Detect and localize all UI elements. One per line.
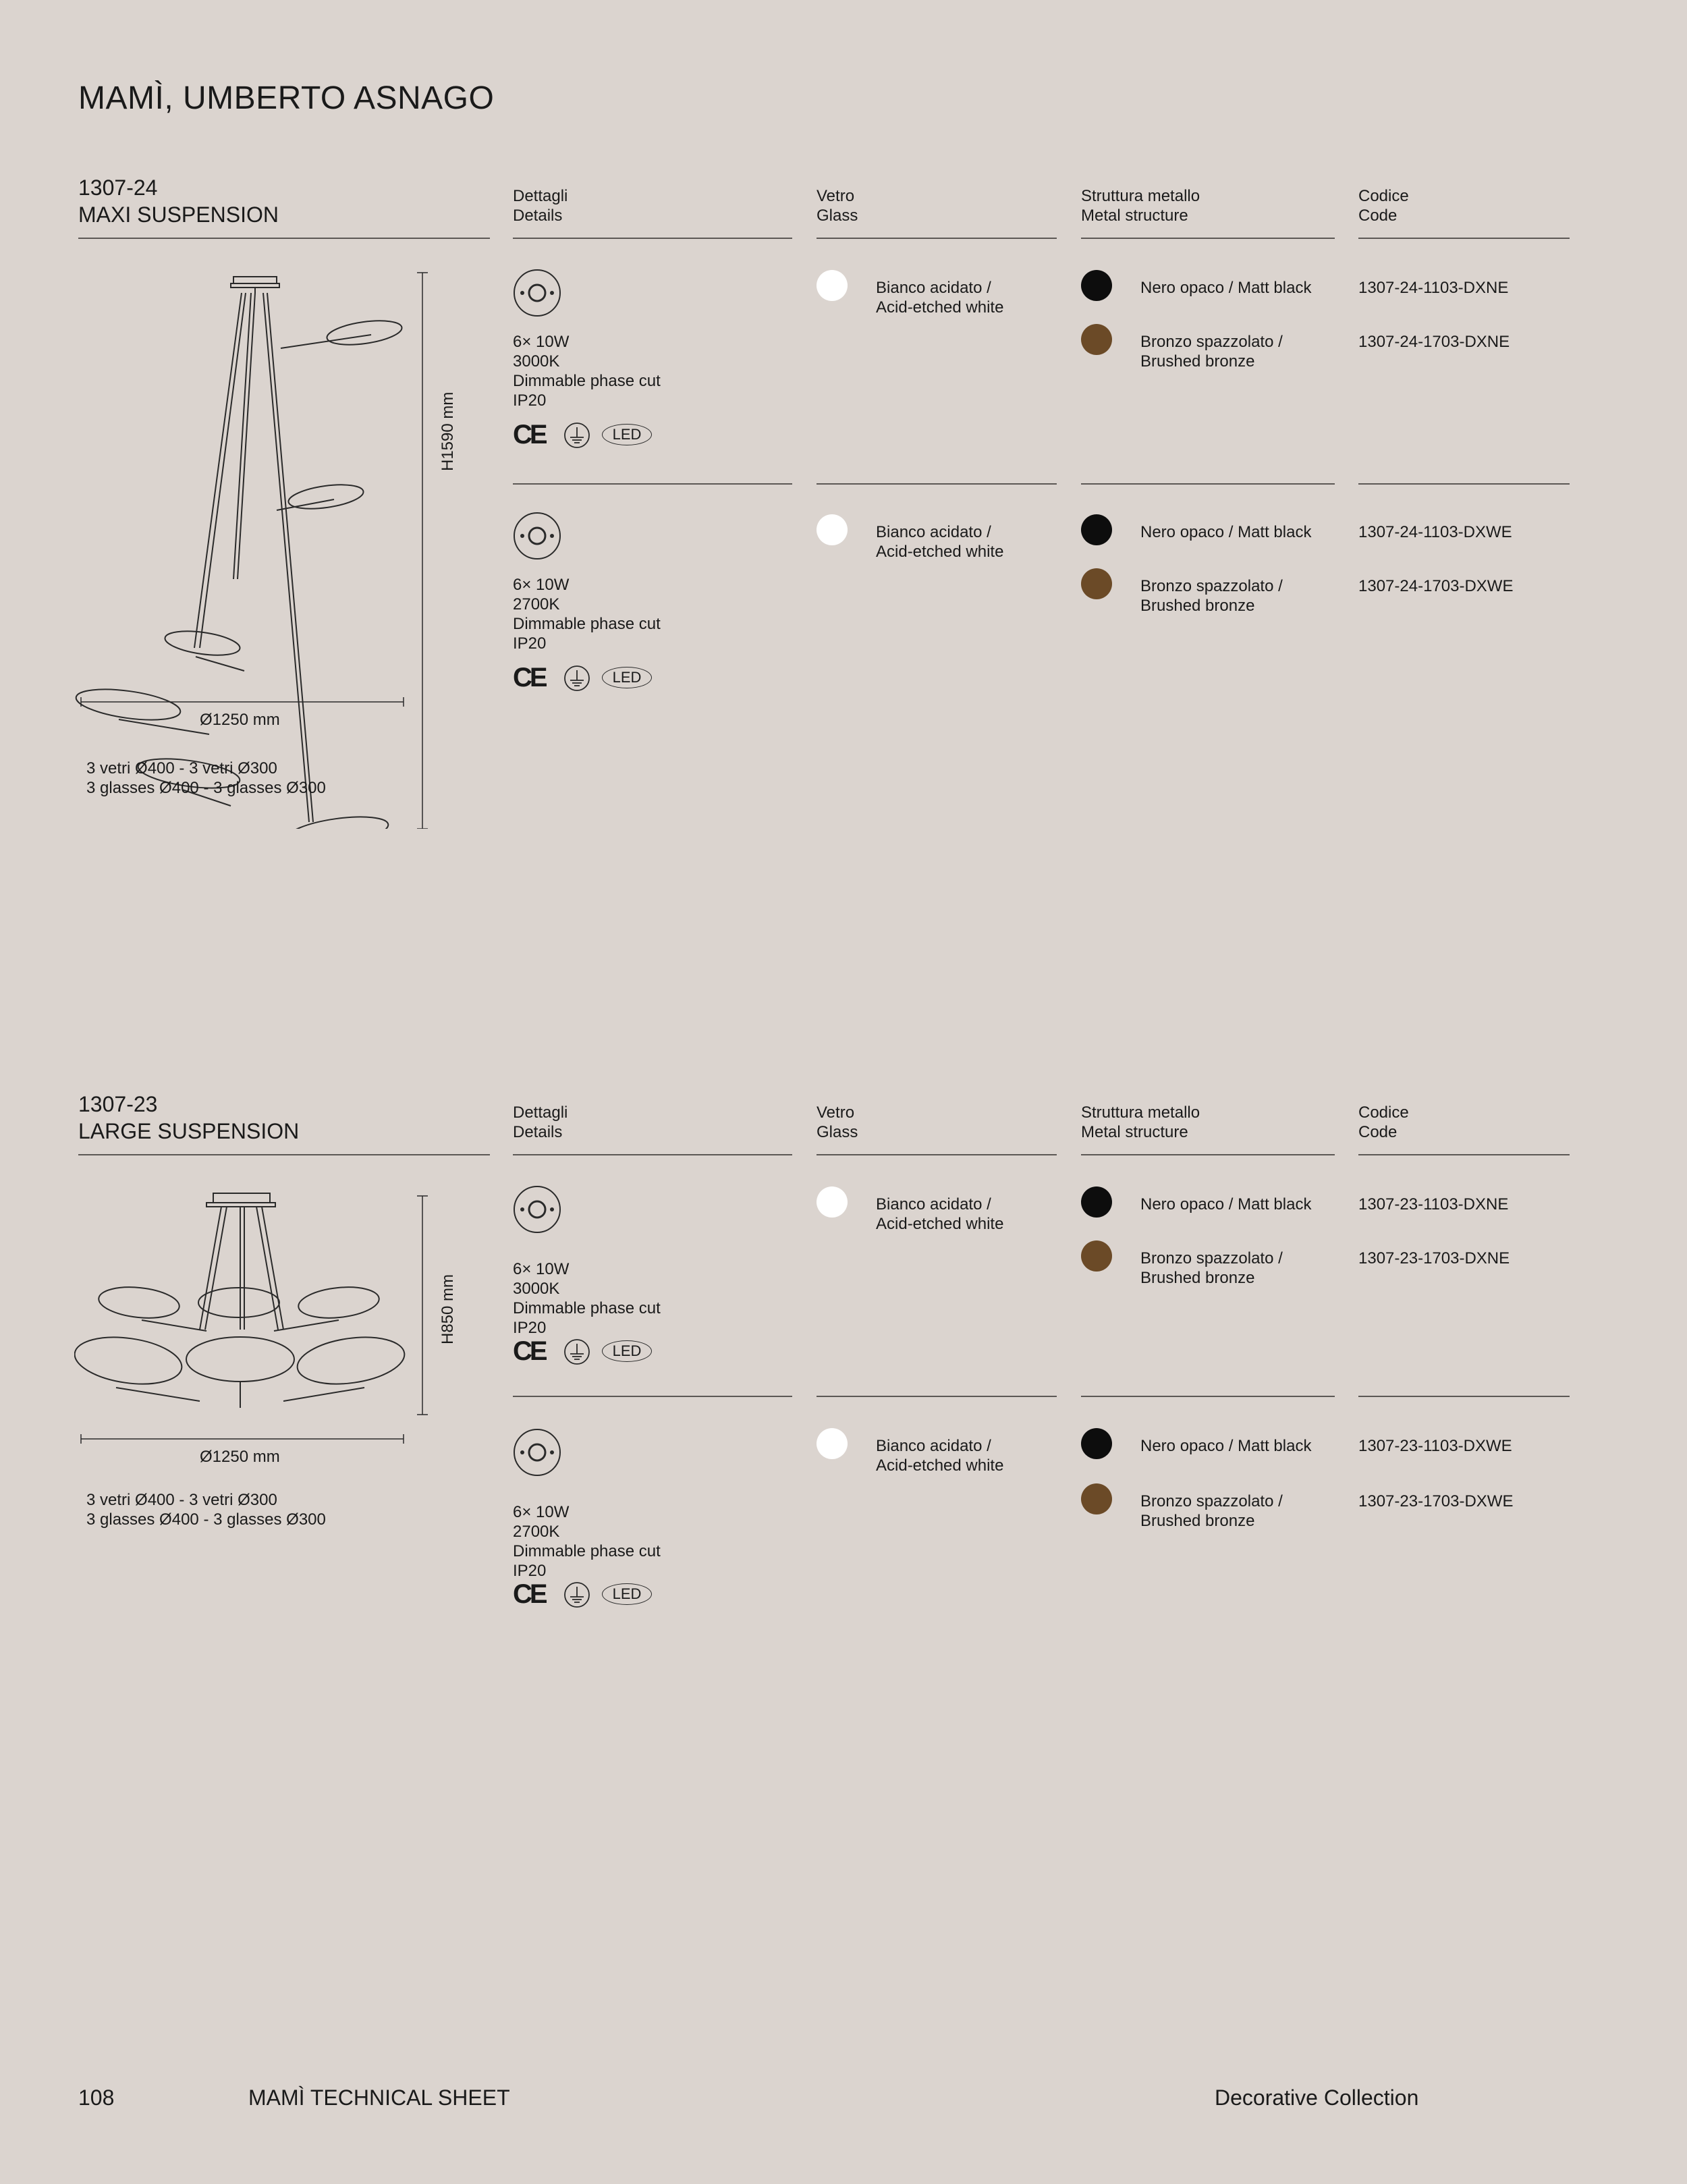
col-head-code: Codice Code (1358, 187, 1409, 225)
model-name: LARGE SUSPENSION (78, 1119, 300, 1143)
ce-mark-icon: CE (513, 420, 545, 449)
metal-swatch-black (1081, 514, 1112, 545)
product-code: 1307-23-1103-DXWE (1358, 1437, 1512, 1455)
color-temperature: 2700K (513, 1523, 560, 1541)
product-code: 1307-23-1103-DXNE (1358, 1195, 1509, 1213)
power-spec: 6× 10W (513, 1260, 570, 1278)
led-badge-icon: LED (602, 1583, 652, 1605)
page-number: 108 (78, 2085, 115, 2110)
metal-swatch-black (1081, 270, 1112, 301)
dimming-spec: Dimmable phase cut (513, 1542, 661, 1560)
light-source-icon (513, 269, 561, 317)
model-code: 1307-24 (78, 175, 158, 200)
divider (1081, 238, 1335, 239)
led-badge-icon: LED (602, 1340, 652, 1362)
ce-mark-icon: CE (513, 1336, 545, 1366)
divider (1358, 238, 1570, 239)
product-code: 1307-24-1103-DXNE (1358, 279, 1509, 297)
model-name: MAXI SUSPENSION (78, 202, 279, 227)
height-dimension: H1590 mm (439, 391, 457, 471)
divider (513, 483, 792, 485)
col-head-details: Dettagli Details (513, 1103, 568, 1141)
glass-label: Bianco acidato / Acid-etched white (876, 279, 1004, 317)
ce-mark-icon: CE (513, 1579, 545, 1609)
sheet-title: MAMÌ TECHNICAL SHEET (248, 2085, 510, 2110)
divider (513, 1154, 792, 1155)
led-badge-icon: LED (602, 424, 652, 445)
height-dimension: H850 mm (439, 1274, 457, 1344)
ground-icon (563, 421, 591, 449)
col-head-metal: Struttura metallo Metal structure (1081, 1103, 1200, 1141)
light-source-icon (513, 1428, 561, 1477)
color-temperature: 3000K (513, 1280, 560, 1298)
diameter-dimension-line (78, 695, 409, 709)
col-head-glass: Vetro Glass (817, 1103, 858, 1141)
metal-label: Nero opaco / Matt black (1140, 523, 1312, 541)
metal-label: Bronzo spazzolato / Brushed bronze (1140, 577, 1283, 615)
glass-swatch-white (817, 1186, 848, 1218)
divider (1358, 1396, 1570, 1397)
divider (817, 483, 1057, 485)
dimming-spec: Dimmable phase cut (513, 615, 661, 633)
metal-label: Bronzo spazzolato / Brushed bronze (1140, 1249, 1283, 1287)
glasses-info-it: 3 vetri Ø400 - 3 vetri Ø300 (86, 759, 277, 777)
ground-icon (563, 1338, 591, 1366)
light-source-icon (513, 1185, 561, 1234)
product-drawing (74, 269, 452, 829)
glass-label: Bianco acidato / Acid-etched white (876, 523, 1004, 561)
glasses-info-en: 3 glasses Ø400 - 3 glasses Ø300 (86, 779, 326, 797)
divider (513, 1396, 792, 1397)
dimming-spec: Dimmable phase cut (513, 1299, 661, 1317)
divider (817, 238, 1057, 239)
light-source-icon (513, 512, 561, 560)
metal-swatch-black (1081, 1428, 1112, 1459)
product-code: 1307-23-1703-DXWE (1358, 1492, 1514, 1510)
ip-rating: IP20 (513, 1319, 547, 1337)
divider (817, 1154, 1057, 1155)
power-spec: 6× 10W (513, 333, 570, 351)
col-head-glass: Vetro Glass (817, 187, 858, 225)
glass-swatch-white (817, 270, 848, 301)
glass-label: Bianco acidato / Acid-etched white (876, 1437, 1004, 1475)
divider (1358, 483, 1570, 485)
metal-label: Nero opaco / Matt black (1140, 279, 1312, 297)
ce-mark-icon: CE (513, 663, 545, 692)
ip-rating: IP20 (513, 391, 547, 410)
product-code: 1307-24-1703-DXNE (1358, 333, 1510, 351)
product-code: 1307-24-1103-DXWE (1358, 523, 1512, 541)
glass-swatch-white (817, 1428, 848, 1459)
metal-label: Nero opaco / Matt black (1140, 1437, 1312, 1455)
metal-label: Bronzo spazzolato / Brushed bronze (1140, 333, 1283, 371)
dimming-spec: Dimmable phase cut (513, 372, 661, 390)
metal-swatch-bronze (1081, 568, 1112, 599)
metal-label: Nero opaco / Matt black (1140, 1195, 1312, 1213)
divider (1081, 1154, 1335, 1155)
diameter-dimension-line (78, 1432, 409, 1446)
ip-rating: IP20 (513, 634, 547, 653)
power-spec: 6× 10W (513, 576, 570, 594)
model-code: 1307-23 (78, 1092, 158, 1116)
metal-swatch-bronze (1081, 324, 1112, 355)
col-head-code: Codice Code (1358, 1103, 1409, 1141)
glasses-info-en: 3 glasses Ø400 - 3 glasses Ø300 (86, 1510, 326, 1529)
glass-label: Bianco acidato / Acid-etched white (876, 1195, 1004, 1233)
glasses-info-it: 3 vetri Ø400 - 3 vetri Ø300 (86, 1491, 277, 1509)
metal-swatch-black (1081, 1186, 1112, 1218)
ip-rating: IP20 (513, 1562, 547, 1580)
product-code: 1307-24-1703-DXWE (1358, 577, 1514, 595)
divider (78, 1154, 490, 1155)
divider (78, 238, 490, 239)
color-temperature: 2700K (513, 595, 560, 613)
metal-label: Bronzo spazzolato / Brushed bronze (1140, 1492, 1283, 1530)
diameter-dimension: Ø1250 mm (200, 711, 280, 729)
product-code: 1307-23-1703-DXNE (1358, 1249, 1510, 1267)
color-temperature: 3000K (513, 352, 560, 371)
ground-icon (563, 1581, 591, 1609)
divider (1358, 1154, 1570, 1155)
diameter-dimension: Ø1250 mm (200, 1448, 280, 1466)
divider (1081, 483, 1335, 485)
collection-name: Decorative Collection (1215, 2085, 1419, 2110)
divider (513, 238, 792, 239)
power-spec: 6× 10W (513, 1503, 570, 1521)
led-badge-icon: LED (602, 667, 652, 688)
divider (1081, 1396, 1335, 1397)
col-head-metal: Struttura metallo Metal structure (1081, 187, 1200, 225)
glass-swatch-white (817, 514, 848, 545)
metal-swatch-bronze (1081, 1240, 1112, 1272)
metal-swatch-bronze (1081, 1483, 1112, 1514)
page-title: MAMÌ, UMBERTO ASNAGO (78, 80, 495, 116)
ground-icon (563, 664, 591, 692)
divider (817, 1396, 1057, 1397)
col-head-details: Dettagli Details (513, 187, 568, 225)
product-drawing (74, 1192, 452, 1421)
